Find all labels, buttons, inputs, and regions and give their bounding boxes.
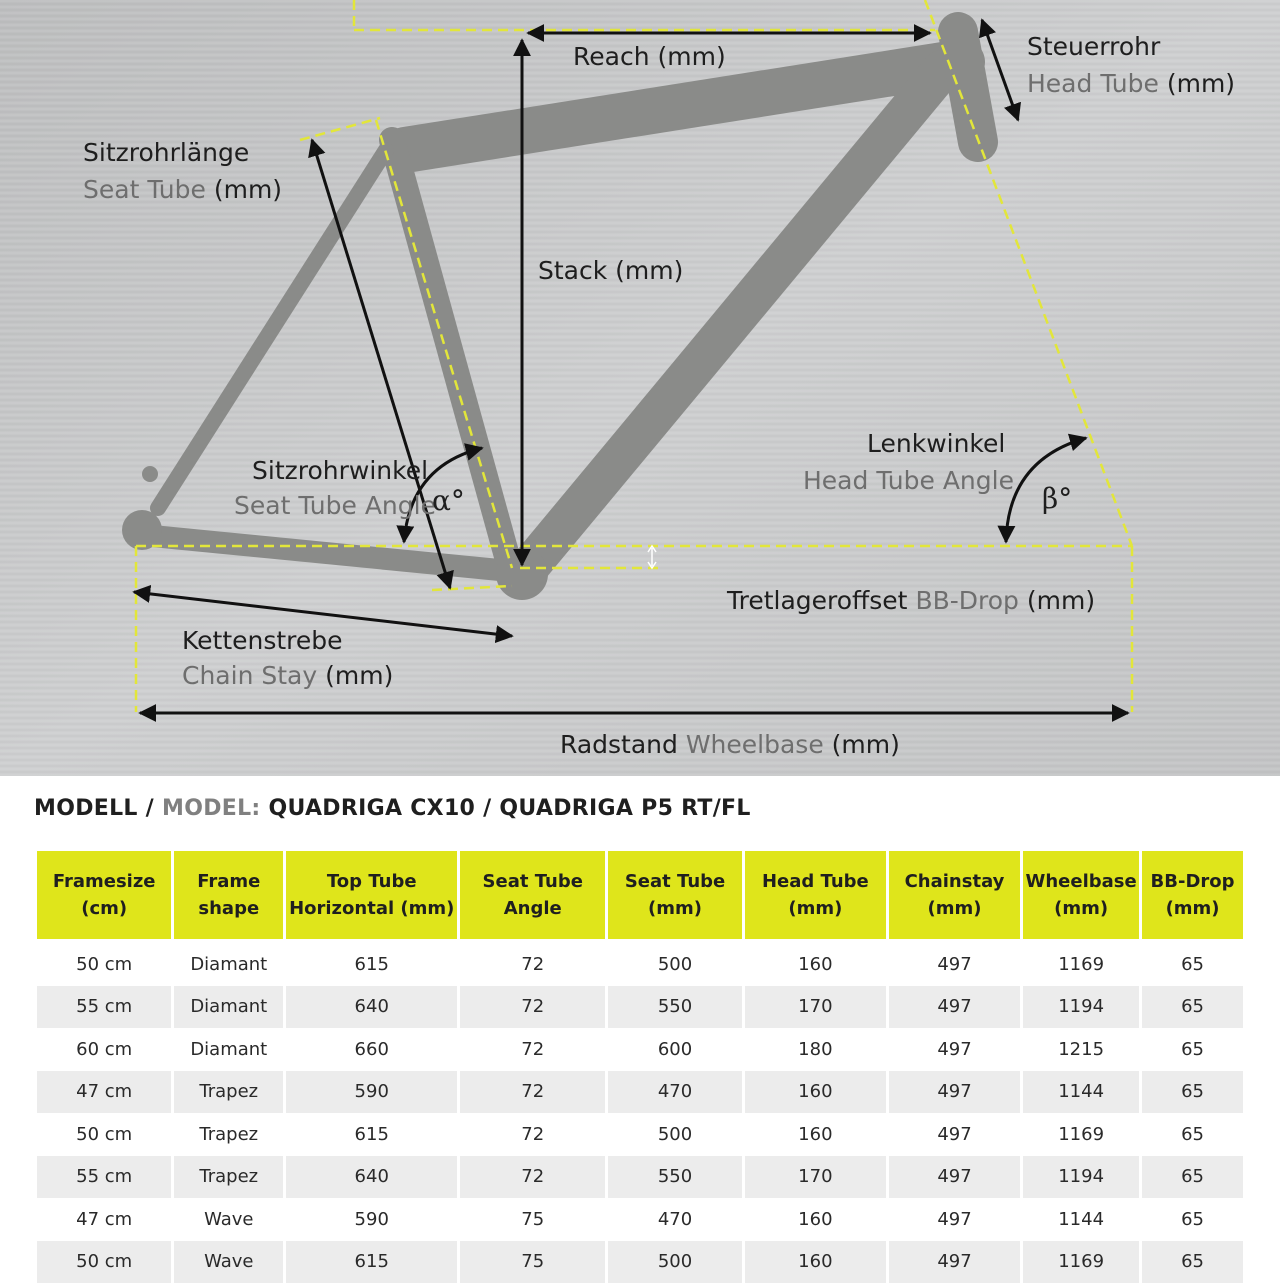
table-cell: 50 cm: [37, 1241, 171, 1283]
table-cell: Diamant: [174, 986, 283, 1029]
table-cell: 497: [889, 1113, 1020, 1156]
table-cell: 65: [1142, 1156, 1243, 1199]
header-text: Chainstay: [905, 871, 1005, 892]
header-text: (mm): [1054, 898, 1108, 919]
model-label-de: MODELL /: [34, 796, 154, 821]
table-header-cell: [608, 851, 742, 943]
table-cell: 500: [608, 1241, 742, 1283]
header-text: Angle: [504, 898, 562, 919]
table-cell: 550: [608, 986, 742, 1029]
table-cell: 1169: [1023, 943, 1139, 986]
geometry-table: [34, 851, 1246, 1283]
table-cell: 72: [460, 1156, 605, 1199]
table-header-cell: [37, 851, 171, 943]
table-cell: 497: [889, 1071, 1020, 1114]
table-cell: 180: [745, 1028, 886, 1071]
header-text: Seat Tube: [483, 871, 583, 892]
table-cell: 72: [460, 1071, 605, 1114]
table-cell: Trapez: [174, 1071, 283, 1114]
table-cell: 470: [608, 1198, 742, 1241]
table-cell: 500: [608, 943, 742, 986]
table-cell: 1194: [1023, 1156, 1139, 1199]
table-header-cell: [1023, 851, 1139, 943]
head-tube-angle-label-de: Lenkwinkel: [867, 429, 1005, 458]
table-cell: 65: [1142, 1241, 1243, 1283]
table-cell: 497: [889, 1156, 1020, 1199]
table-cell: 160: [745, 1198, 886, 1241]
alpha-symbol: α°: [432, 484, 465, 517]
table-cell: 65: [1142, 943, 1243, 986]
header-text: (mm): [788, 898, 842, 919]
reach-label: Reach (mm): [573, 42, 726, 71]
head-tube-angle-label-en: Head Tube Angle: [803, 466, 1014, 495]
table-cell: 65: [1142, 986, 1243, 1029]
table-cell: 1215: [1023, 1028, 1139, 1071]
header-text: Head Tube: [762, 871, 869, 892]
table-cell: 47 cm: [37, 1071, 171, 1114]
table-row: [37, 1156, 1243, 1199]
table-cell: Diamant: [174, 1028, 283, 1071]
table-row: [37, 1241, 1243, 1283]
table-cell: Trapez: [174, 1156, 283, 1199]
table-cell: 497: [889, 1198, 1020, 1241]
table-cell: 55 cm: [37, 986, 171, 1029]
table-cell: 75: [460, 1241, 605, 1283]
table-cell: 72: [460, 1028, 605, 1071]
table-cell: 160: [745, 1113, 886, 1156]
header-text: Seat Tube: [625, 871, 725, 892]
table-cell: 160: [745, 1071, 886, 1114]
table-header-row: [37, 851, 1243, 943]
header-text: Wheelbase: [1026, 871, 1137, 892]
table-body: [37, 943, 1243, 1283]
table-cell: 497: [889, 1028, 1020, 1071]
table-cell: 1169: [1023, 1113, 1139, 1156]
table-row: [37, 1071, 1243, 1114]
model-heading: [34, 796, 751, 821]
table-cell: Wave: [174, 1198, 283, 1241]
table-cell: 600: [608, 1028, 742, 1071]
header-text: (mm): [1166, 898, 1220, 919]
table-cell: 72: [460, 1113, 605, 1156]
table-cell: 497: [889, 986, 1020, 1029]
table-cell: Wave: [174, 1241, 283, 1283]
table-cell: 497: [889, 943, 1020, 986]
table-cell: 65: [1142, 1028, 1243, 1071]
head-tube-label-de: Steuerrohr: [1027, 32, 1161, 61]
seat-tube-angle-label-en: Seat Tube Angle: [234, 491, 436, 520]
header-text: Frame: [197, 871, 260, 892]
table-cell: 590: [286, 1198, 457, 1241]
header-text: Framesize: [53, 871, 156, 892]
table-cell: 65: [1142, 1198, 1243, 1241]
table-cell: 615: [286, 943, 457, 986]
header-text: (mm): [928, 898, 982, 919]
table-cell: 160: [745, 1241, 886, 1283]
table-row: [37, 943, 1243, 986]
table-cell: 615: [286, 1113, 457, 1156]
table-cell: 640: [286, 986, 457, 1029]
table-cell: 500: [608, 1113, 742, 1156]
table-cell: 1169: [1023, 1241, 1139, 1283]
table-cell: 50 cm: [37, 943, 171, 986]
seat-tube-angle-label-de: Sitzrohrwinkel: [252, 456, 428, 485]
table-header-cell: [460, 851, 605, 943]
table-cell: 590: [286, 1071, 457, 1114]
chain-stay-label-de: Kettenstrebe: [182, 626, 343, 655]
table-header-cell: [1142, 851, 1243, 943]
table-header-cell: [745, 851, 886, 943]
table-cell: 1194: [1023, 986, 1139, 1029]
table-row: [37, 1028, 1243, 1071]
table-cell: 1144: [1023, 1198, 1139, 1241]
seat-tube-label: Seat Tube (mm): [83, 175, 282, 204]
header-text: Top Tube: [327, 871, 417, 892]
table-header-cell: [889, 851, 1020, 943]
bb-drop-label: Tretlageroffset BB-Drop (mm): [726, 586, 1095, 615]
seat-tube-label-de: Sitzrohrlänge: [83, 138, 249, 167]
table-cell: 75: [460, 1198, 605, 1241]
table-cell: 1144: [1023, 1071, 1139, 1114]
stack-label: Stack (mm): [538, 256, 683, 285]
wheelbase-label: Radstand Wheelbase (mm): [560, 730, 900, 759]
header-text: shape: [198, 898, 259, 919]
table-cell: Trapez: [174, 1113, 283, 1156]
table-cell: Diamant: [174, 943, 283, 986]
table-row: [37, 1198, 1243, 1241]
table-cell: 497: [889, 1241, 1020, 1283]
table-cell: 65: [1142, 1113, 1243, 1156]
table-cell: 615: [286, 1241, 457, 1283]
table-row: [37, 986, 1243, 1029]
table-cell: 550: [608, 1156, 742, 1199]
table-cell: 170: [745, 986, 886, 1029]
head-tube-label: Head Tube (mm): [1027, 69, 1235, 98]
table-header-cell: [174, 851, 283, 943]
table-cell: 72: [460, 943, 605, 986]
model-label-en: MODEL:: [162, 796, 261, 821]
table-row: [37, 1113, 1243, 1156]
table-cell: 160: [745, 943, 886, 986]
table-cell: 47 cm: [37, 1198, 171, 1241]
chain-stay-label: Chain Stay (mm): [182, 661, 393, 690]
table-header-cell: [286, 851, 457, 943]
header-text: BB-Drop: [1151, 871, 1235, 892]
header-text: (cm): [81, 898, 127, 919]
model-name: QUADRIGA CX10 / QUADRIGA P5 RT/FL: [268, 796, 750, 821]
table-cell: 50 cm: [37, 1113, 171, 1156]
table-cell: 170: [745, 1156, 886, 1199]
table-cell: 660: [286, 1028, 457, 1071]
table-cell: 72: [460, 986, 605, 1029]
header-text: (mm): [648, 898, 702, 919]
table-cell: 640: [286, 1156, 457, 1199]
beta-symbol: β°: [1042, 482, 1072, 515]
table-cell: 55 cm: [37, 1156, 171, 1199]
table-cell: 65: [1142, 1071, 1243, 1114]
table-cell: 60 cm: [37, 1028, 171, 1071]
table-cell: 470: [608, 1071, 742, 1114]
header-text: Horizontal (mm): [289, 898, 454, 919]
